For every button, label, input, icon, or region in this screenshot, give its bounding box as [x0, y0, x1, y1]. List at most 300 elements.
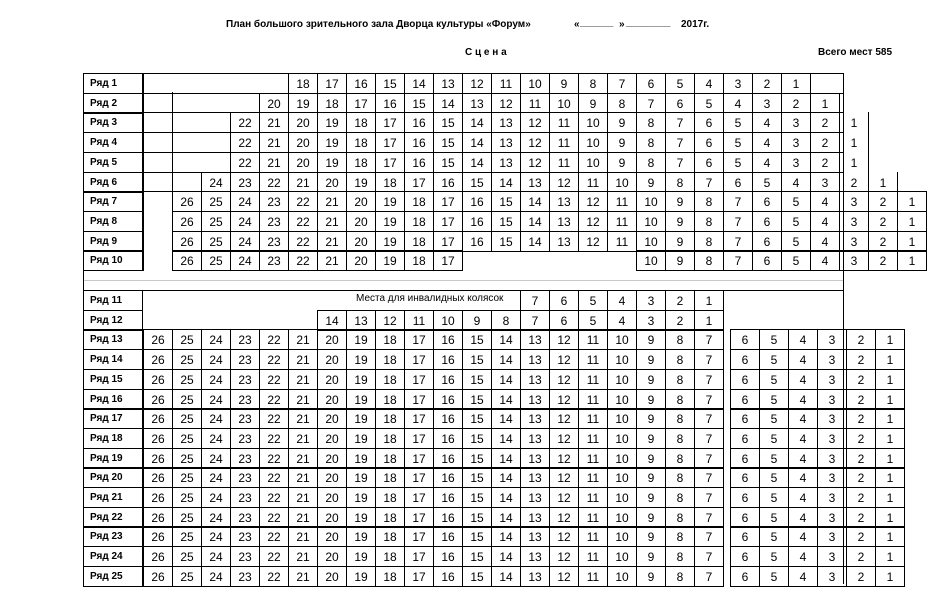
seat-cell[interactable]: 13 [520, 487, 550, 508]
seat-cell[interactable]: 9 [636, 487, 666, 508]
seat-cell[interactable]: 18 [375, 448, 405, 469]
seat-cell[interactable]: 22 [259, 526, 289, 547]
seat-cell[interactable]: 1 [875, 507, 905, 528]
seat-cell[interactable]: 18 [375, 526, 405, 547]
seat-cell[interactable]: 14 [491, 507, 521, 528]
seat-cell[interactable]: 6 [730, 389, 760, 410]
seat-cell[interactable]: 20 [317, 408, 347, 429]
seat-cell[interactable]: 17 [433, 211, 463, 232]
seat-cell[interactable]: 8 [665, 369, 695, 390]
seat-cell[interactable]: 18 [375, 428, 405, 449]
seat-cell[interactable]: 9 [636, 408, 666, 429]
seat-cell[interactable]: 4 [607, 310, 637, 331]
seat-cell[interactable]: 11 [578, 408, 608, 429]
seat-cell[interactable]: 21 [288, 389, 318, 410]
seat-cell[interactable]: 3 [821, 175, 829, 190]
seat-cell[interactable]: 19 [346, 467, 376, 488]
seat-cell[interactable]: 25 [201, 211, 231, 232]
seat-cell[interactable]: 21 [288, 546, 318, 567]
seat-cell[interactable]: 18 [375, 487, 405, 508]
seat-cell[interactable]: 22 [259, 546, 289, 567]
seat-cell[interactable]: 20 [346, 231, 376, 252]
seat-cell[interactable]: 13 [441, 76, 455, 91]
seat-cell[interactable]: 24 [230, 250, 260, 271]
seat-cell[interactable]: 22 [259, 428, 289, 449]
seat-cell[interactable]: 12 [549, 566, 579, 587]
seat-cell[interactable]: 22 [288, 211, 318, 232]
seat-cell[interactable]: 18 [325, 96, 339, 111]
seat-cell[interactable]: 1 [875, 448, 905, 469]
seat-cell[interactable]: 16 [433, 507, 463, 528]
seat-cell[interactable]: 14 [441, 96, 455, 111]
seat-cell[interactable]: 16 [462, 211, 492, 232]
seat-cell[interactable]: 25 [172, 546, 202, 567]
seat-cell[interactable]: 6 [734, 175, 742, 190]
seat-cell[interactable]: 26 [143, 487, 173, 508]
seat-cell[interactable]: 12 [578, 231, 608, 252]
seat-cell[interactable]: 24 [201, 349, 231, 370]
seat-cell[interactable]: 19 [346, 546, 376, 567]
seat-cell[interactable]: 10 [586, 155, 600, 170]
seat-cell[interactable]: 7 [723, 211, 753, 232]
seat-cell[interactable]: 11 [578, 428, 608, 449]
seat-cell[interactable]: 5 [781, 191, 811, 212]
seat-cell[interactable]: 6 [647, 76, 655, 91]
seat-cell[interactable]: 4 [763, 135, 771, 150]
seat-cell[interactable]: 2 [868, 231, 898, 252]
seat-cell[interactable]: 23 [259, 211, 289, 232]
seat-cell[interactable]: 16 [433, 408, 463, 429]
seat-cell[interactable]: 22 [259, 389, 289, 410]
seat-cell[interactable]: 12 [549, 507, 579, 528]
seat-cell[interactable]: 6 [549, 290, 579, 311]
seat-cell[interactable]: 16 [412, 155, 426, 170]
seat-cell[interactable]: 14 [520, 191, 550, 212]
seat-cell[interactable]: 22 [288, 191, 318, 212]
seat-cell[interactable]: 1 [879, 175, 887, 190]
seat-cell[interactable]: 9 [636, 389, 666, 410]
seat-cell[interactable]: 16 [433, 467, 463, 488]
seat-cell[interactable]: 17 [404, 369, 434, 390]
seat-cell[interactable]: 3 [839, 211, 869, 232]
seat-cell[interactable]: 9 [665, 231, 695, 252]
seat-cell[interactable]: 4 [810, 231, 840, 252]
seat-cell[interactable]: 7 [520, 290, 550, 311]
seat-cell[interactable]: 25 [172, 507, 202, 528]
seat-cell[interactable]: 12 [549, 546, 579, 567]
seat-cell[interactable]: 9 [636, 507, 666, 528]
seat-cell[interactable]: 5 [734, 135, 742, 150]
seat-cell[interactable]: 11 [578, 467, 608, 488]
seat-cell[interactable]: 19 [346, 329, 376, 350]
seat-cell[interactable]: 5 [759, 546, 789, 567]
seat-cell[interactable]: 22 [288, 250, 318, 271]
seat-cell[interactable]: 5 [759, 507, 789, 528]
seat-cell[interactable]: 4 [788, 566, 818, 587]
seat-cell[interactable]: 12 [549, 467, 579, 488]
seat-cell[interactable]: 2 [821, 155, 829, 170]
seat-cell[interactable]: 6 [705, 155, 713, 170]
seat-cell[interactable]: 10 [607, 546, 637, 567]
seat-cell[interactable]: 16 [433, 329, 463, 350]
seat-cell[interactable]: 26 [172, 231, 202, 252]
seat-cell[interactable]: 22 [259, 566, 289, 587]
seat-cell[interactable]: 11 [578, 507, 608, 528]
seat-cell[interactable]: 13 [520, 507, 550, 528]
seat-cell[interactable]: 23 [259, 231, 289, 252]
seat-cell[interactable]: 7 [694, 467, 724, 488]
seat-cell[interactable]: 3 [817, 369, 847, 390]
seat-cell[interactable]: 2 [821, 115, 829, 130]
seat-cell[interactable]: 26 [143, 408, 173, 429]
seat-cell[interactable]: 22 [259, 369, 289, 390]
seat-cell[interactable]: 21 [288, 526, 318, 547]
seat-cell[interactable]: 7 [694, 566, 724, 587]
seat-cell[interactable]: 4 [788, 546, 818, 567]
seat-cell[interactable]: 23 [259, 191, 289, 212]
seat-cell[interactable]: 12 [375, 310, 405, 331]
seat-cell[interactable]: 5 [578, 290, 608, 311]
seat-cell[interactable]: 2 [846, 566, 876, 587]
seat-cell[interactable]: 6 [730, 546, 760, 567]
seat-cell[interactable]: 7 [694, 369, 724, 390]
seat-cell[interactable]: 2 [846, 546, 876, 567]
seat-cell[interactable]: 5 [759, 467, 789, 488]
seat-cell[interactable]: 11 [578, 329, 608, 350]
seat-cell[interactable]: 20 [296, 135, 310, 150]
seat-cell[interactable]: 24 [201, 467, 231, 488]
seat-cell[interactable]: 19 [346, 369, 376, 390]
seat-cell[interactable]: 21 [296, 175, 310, 190]
seat-cell[interactable]: 9 [636, 546, 666, 567]
seat-cell[interactable]: 3 [636, 310, 666, 331]
seat-cell[interactable]: 13 [549, 231, 579, 252]
seat-cell[interactable]: 19 [346, 428, 376, 449]
seat-cell[interactable]: 18 [354, 155, 368, 170]
seat-cell[interactable]: 7 [676, 155, 684, 170]
seat-cell[interactable]: 1 [897, 191, 927, 212]
seat-cell[interactable]: 18 [375, 507, 405, 528]
seat-cell[interactable]: 14 [491, 566, 521, 587]
seat-cell[interactable]: 10 [636, 211, 666, 232]
seat-cell[interactable]: 12 [549, 369, 579, 390]
seat-cell[interactable]: 13 [528, 175, 542, 190]
seat-cell[interactable]: 8 [491, 310, 521, 331]
seat-cell[interactable]: 24 [230, 231, 260, 252]
seat-cell[interactable]: 25 [172, 369, 202, 390]
seat-cell[interactable]: 23 [230, 487, 260, 508]
seat-cell[interactable]: 6 [730, 467, 760, 488]
seat-cell[interactable]: 17 [433, 231, 463, 252]
seat-cell[interactable]: 11 [578, 349, 608, 370]
seat-cell[interactable]: 10 [607, 448, 637, 469]
seat-cell[interactable]: 6 [730, 526, 760, 547]
seat-cell[interactable]: 8 [647, 115, 655, 130]
seat-cell[interactable]: 1 [875, 389, 905, 410]
seat-cell[interactable]: 18 [375, 349, 405, 370]
seat-cell[interactable]: 2 [868, 211, 898, 232]
seat-cell[interactable]: 14 [317, 310, 347, 331]
seat-cell[interactable]: 14 [412, 76, 426, 91]
seat-cell[interactable]: 15 [462, 369, 492, 390]
seat-cell[interactable]: 23 [230, 448, 260, 469]
seat-cell[interactable]: 26 [143, 467, 173, 488]
seat-cell[interactable]: 22 [259, 507, 289, 528]
seat-cell[interactable]: 22 [267, 175, 281, 190]
seat-cell[interactable]: 2 [763, 76, 771, 91]
seat-cell[interactable]: 11 [404, 310, 434, 331]
seat-cell[interactable]: 11 [578, 526, 608, 547]
seat-cell[interactable]: 6 [730, 448, 760, 469]
seat-cell[interactable]: 11 [578, 448, 608, 469]
seat-cell[interactable]: 25 [172, 428, 202, 449]
seat-cell[interactable]: 24 [230, 211, 260, 232]
seat-cell[interactable]: 15 [441, 135, 455, 150]
seat-cell[interactable]: 21 [288, 408, 318, 429]
seat-cell[interactable]: 17 [404, 546, 434, 567]
seat-cell[interactable]: 5 [759, 448, 789, 469]
seat-cell[interactable]: 8 [665, 467, 695, 488]
seat-cell[interactable]: 2 [846, 526, 876, 547]
seat-cell[interactable]: 8 [665, 526, 695, 547]
seat-cell[interactable]: 16 [412, 135, 426, 150]
seat-cell[interactable]: 16 [433, 566, 463, 587]
seat-cell[interactable]: 1 [875, 566, 905, 587]
seat-cell[interactable]: 2 [868, 250, 898, 271]
seat-cell[interactable]: 13 [499, 135, 513, 150]
seat-cell[interactable]: 21 [288, 369, 318, 390]
seat-cell[interactable]: 9 [636, 329, 666, 350]
seat-cell[interactable]: 25 [172, 389, 202, 410]
seat-cell[interactable]: 14 [491, 526, 521, 547]
seat-cell[interactable]: 13 [520, 566, 550, 587]
seat-cell[interactable]: 5 [781, 211, 811, 232]
seat-cell[interactable]: 9 [665, 211, 695, 232]
seat-cell[interactable]: 17 [325, 76, 339, 91]
seat-cell[interactable]: 13 [549, 211, 579, 232]
seat-cell[interactable]: 19 [375, 250, 405, 271]
seat-cell[interactable]: 19 [375, 191, 405, 212]
seat-cell[interactable]: 2 [846, 369, 876, 390]
seat-cell[interactable]: 6 [730, 349, 760, 370]
seat-cell[interactable]: 12 [470, 76, 484, 91]
seat-cell[interactable]: 11 [578, 369, 608, 390]
seat-cell[interactable]: 23 [230, 349, 260, 370]
seat-cell[interactable]: 1 [875, 526, 905, 547]
seat-cell[interactable]: 3 [817, 467, 847, 488]
seat-cell[interactable]: 2 [846, 467, 876, 488]
seat-cell[interactable]: 7 [694, 526, 724, 547]
seat-cell[interactable]: 8 [589, 76, 597, 91]
seat-cell[interactable]: 23 [230, 467, 260, 488]
seat-cell[interactable]: 12 [549, 526, 579, 547]
seat-cell[interactable]: 11 [578, 389, 608, 410]
seat-cell[interactable]: 15 [491, 191, 521, 212]
seat-cell[interactable]: 15 [462, 546, 492, 567]
seat-cell[interactable]: 24 [201, 329, 231, 350]
seat-cell[interactable]: 13 [520, 329, 550, 350]
seat-cell[interactable]: 2 [868, 191, 898, 212]
seat-cell[interactable]: 21 [288, 507, 318, 528]
seat-cell[interactable]: 3 [817, 487, 847, 508]
seat-cell[interactable]: 13 [549, 191, 579, 212]
seat-cell[interactable]: 8 [665, 507, 695, 528]
seat-cell[interactable]: 7 [676, 135, 684, 150]
seat-cell[interactable]: 19 [325, 155, 339, 170]
seat-cell[interactable]: 1 [875, 408, 905, 429]
seat-cell[interactable]: 4 [607, 290, 637, 311]
seat-cell[interactable]: 17 [412, 175, 426, 190]
seat-cell[interactable]: 3 [636, 290, 666, 311]
seat-cell[interactable]: 4 [788, 389, 818, 410]
seat-cell[interactable]: 12 [549, 329, 579, 350]
seat-cell[interactable]: 5 [759, 389, 789, 410]
seat-cell[interactable]: 2 [846, 428, 876, 449]
seat-cell[interactable]: 8 [665, 546, 695, 567]
seat-cell[interactable]: 8 [665, 349, 695, 370]
seat-cell[interactable]: 17 [404, 329, 434, 350]
seat-cell[interactable]: 20 [317, 349, 347, 370]
seat-cell[interactable]: 17 [354, 96, 368, 111]
seat-cell[interactable]: 5 [759, 487, 789, 508]
seat-cell[interactable]: 16 [462, 231, 492, 252]
seat-cell[interactable]: 20 [346, 250, 376, 271]
seat-cell[interactable]: 1 [875, 467, 905, 488]
seat-cell[interactable]: 3 [792, 135, 800, 150]
seat-cell[interactable]: 5 [763, 175, 771, 190]
seat-cell[interactable]: 5 [734, 155, 742, 170]
seat-cell[interactable]: 10 [586, 135, 600, 150]
seat-cell[interactable]: 20 [325, 175, 339, 190]
seat-cell[interactable]: 25 [201, 191, 231, 212]
seat-cell[interactable]: 15 [491, 211, 521, 232]
seat-cell[interactable]: 13 [520, 526, 550, 547]
seat-cell[interactable]: 13 [520, 467, 550, 488]
seat-cell[interactable]: 4 [788, 448, 818, 469]
seat-cell[interactable]: 25 [172, 408, 202, 429]
seat-cell[interactable]: 20 [317, 428, 347, 449]
seat-cell[interactable]: 14 [491, 448, 521, 469]
seat-cell[interactable]: 20 [317, 507, 347, 528]
seat-cell[interactable]: 20 [317, 369, 347, 390]
seat-cell[interactable]: 4 [788, 526, 818, 547]
seat-cell[interactable]: 10 [433, 310, 463, 331]
seat-cell[interactable]: 13 [470, 96, 484, 111]
seat-cell[interactable]: 6 [752, 231, 782, 252]
seat-cell[interactable]: 11 [557, 115, 571, 130]
seat-cell[interactable]: 7 [723, 191, 753, 212]
seat-cell[interactable]: 15 [462, 526, 492, 547]
seat-cell[interactable]: 5 [781, 250, 811, 271]
seat-cell[interactable]: 10 [607, 566, 637, 587]
seat-cell[interactable]: 7 [694, 389, 724, 410]
seat-cell[interactable]: 20 [267, 96, 281, 111]
seat-cell[interactable]: 13 [520, 349, 550, 370]
seat-cell[interactable]: 20 [317, 487, 347, 508]
seat-cell[interactable]: 4 [788, 349, 818, 370]
seat-cell[interactable]: 7 [694, 408, 724, 429]
seat-cell[interactable]: 12 [549, 408, 579, 429]
seat-cell[interactable]: 6 [752, 211, 782, 232]
seat-cell[interactable]: 22 [238, 155, 252, 170]
seat-cell[interactable]: 19 [325, 115, 339, 130]
seat-cell[interactable]: 17 [404, 408, 434, 429]
seat-cell[interactable]: 13 [520, 428, 550, 449]
seat-cell[interactable]: 22 [238, 115, 252, 130]
seat-cell[interactable]: 10 [586, 115, 600, 130]
seat-cell[interactable]: 19 [296, 96, 310, 111]
seat-cell[interactable]: 5 [705, 96, 713, 111]
seat-cell[interactable]: 5 [759, 329, 789, 350]
seat-cell[interactable]: 3 [817, 526, 847, 547]
seat-cell[interactable]: 13 [499, 155, 513, 170]
seat-cell[interactable]: 12 [549, 448, 579, 469]
seat-cell[interactable]: 16 [433, 428, 463, 449]
seat-cell[interactable]: 4 [763, 155, 771, 170]
seat-cell[interactable]: 24 [201, 428, 231, 449]
seat-cell[interactable]: 12 [499, 96, 513, 111]
seat-cell[interactable]: 3 [792, 115, 800, 130]
seat-cell[interactable]: 1 [897, 231, 927, 252]
seat-cell[interactable]: 20 [296, 115, 310, 130]
seat-cell[interactable]: 9 [462, 310, 492, 331]
seat-cell[interactable]: 14 [520, 211, 550, 232]
seat-cell[interactable]: 13 [520, 369, 550, 390]
seat-cell[interactable]: 14 [491, 408, 521, 429]
seat-cell[interactable]: 18 [375, 329, 405, 350]
seat-cell[interactable]: 19 [375, 231, 405, 252]
seat-cell[interactable]: 10 [607, 467, 637, 488]
seat-cell[interactable]: 12 [528, 155, 542, 170]
seat-cell[interactable]: 19 [346, 526, 376, 547]
seat-cell[interactable]: 19 [346, 389, 376, 410]
seat-cell[interactable]: 15 [441, 155, 455, 170]
seat-cell[interactable]: 11 [578, 546, 608, 567]
seat-cell[interactable]: 12 [549, 389, 579, 410]
seat-cell[interactable]: 24 [201, 546, 231, 567]
seat-cell[interactable]: 7 [694, 546, 724, 567]
seat-cell[interactable]: 2 [665, 310, 695, 331]
seat-cell[interactable]: 5 [759, 428, 789, 449]
seat-cell[interactable]: 16 [441, 175, 455, 190]
seat-cell[interactable]: 18 [296, 76, 310, 91]
seat-cell[interactable]: 3 [817, 389, 847, 410]
seat-cell[interactable]: 15 [462, 329, 492, 350]
seat-cell[interactable]: 15 [412, 96, 426, 111]
seat-cell[interactable]: 16 [383, 96, 397, 111]
seat-cell[interactable]: 25 [172, 566, 202, 587]
seat-cell[interactable]: 20 [317, 467, 347, 488]
seat-cell[interactable]: 9 [636, 566, 666, 587]
seat-cell[interactable]: 2 [846, 507, 876, 528]
seat-cell[interactable]: 15 [462, 428, 492, 449]
seat-cell[interactable]: 22 [288, 231, 318, 252]
seat-cell[interactable]: 14 [491, 369, 521, 390]
seat-cell[interactable]: 10 [636, 250, 666, 271]
seat-cell[interactable]: 13 [346, 310, 376, 331]
seat-cell[interactable]: 25 [172, 329, 202, 350]
seat-cell[interactable]: 1 [875, 349, 905, 370]
seat-cell[interactable]: 17 [383, 115, 397, 130]
seat-cell[interactable]: 23 [230, 507, 260, 528]
seat-cell[interactable]: 1 [875, 487, 905, 508]
seat-cell[interactable]: 5 [734, 115, 742, 130]
seat-cell[interactable]: 8 [665, 487, 695, 508]
seat-cell[interactable]: 4 [788, 507, 818, 528]
seat-cell[interactable]: 3 [763, 96, 771, 111]
seat-cell[interactable]: 14 [470, 135, 484, 150]
seat-cell[interactable]: 21 [317, 250, 347, 271]
